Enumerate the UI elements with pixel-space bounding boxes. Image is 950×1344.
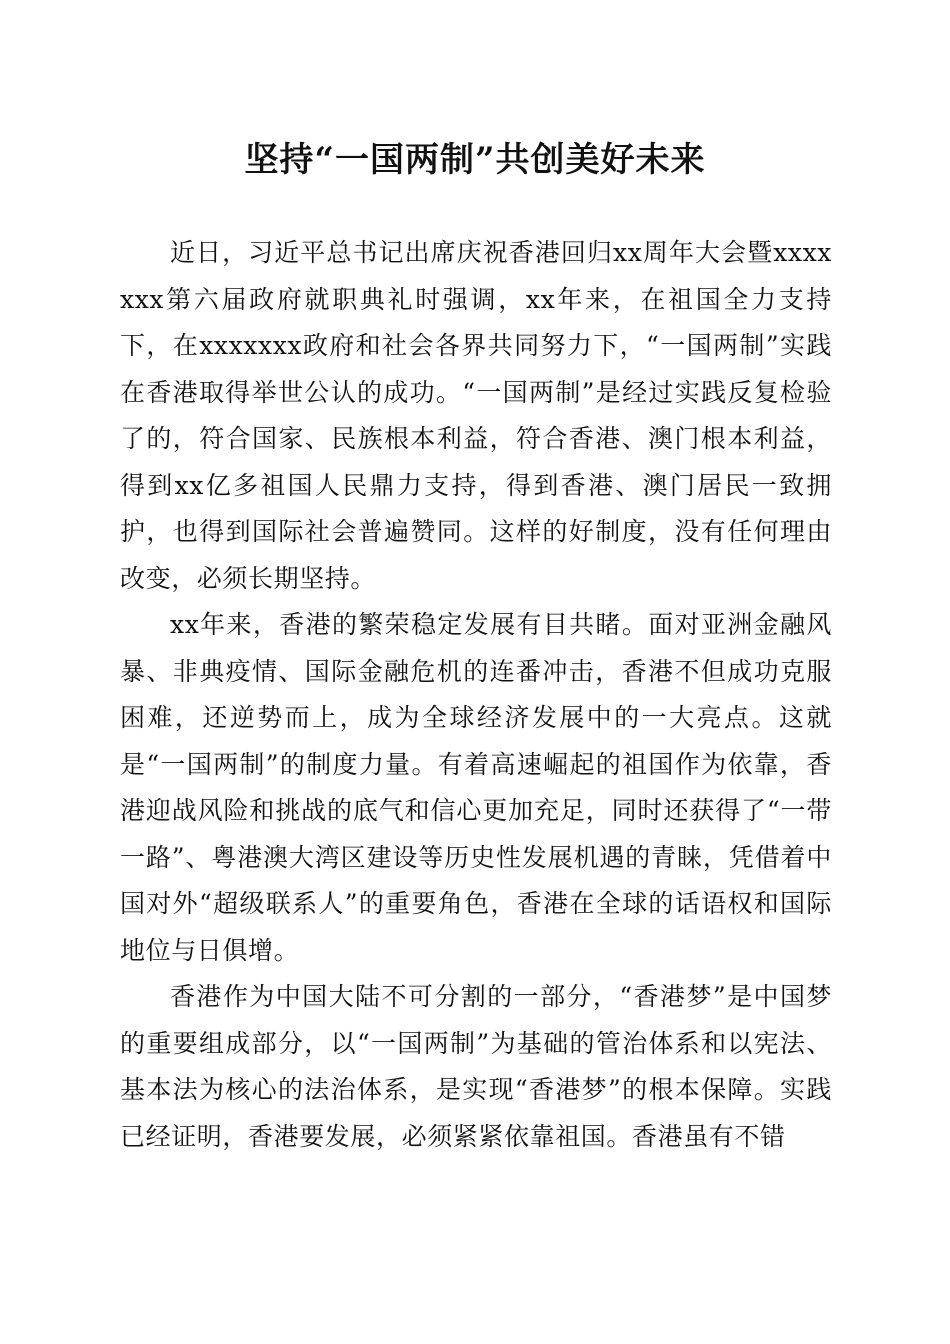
- document-body: [120, 230, 832, 1160]
- paragraph-3: 香港作为中国大陆不可分割的一部分，“香港梦”是中国梦的重要组成部分，以“一国两制”为基础的管治体系和以宪法、基本法为核心的法治体系，是实现“香港梦”的根本保障。实践已经证明，香港要发展，必须紧紧依靠祖国。香港虽有不错: [120, 982, 832, 1151]
- paragraph-2: xx年来，香港的繁荣稳定发展有目共睹。面对亚洲金融风暴、非典疫情、国际金融危机的连番冲击，香港不但成功克服困难，还逆势而上，成为全球经济发展中的一大亮点。这就是“一国两制”的制度力量。有着高速崛起的祖国作为依靠，香港迎战风险和挑战的底气和信心更加充足，同时还获得了“一带一路”、粤港澳大湾区建设等历史性发展机遇的青睐，凭借着中国对外“超级联系人”的重要角色，香港在全球的话语权和国际地位与日俱增。: [120, 610, 832, 965]
- paragraph-1: 近日，习近平总书记出席庆祝香港回归xx周年大会暨xxxxxxx第六届政府就职典礼时强调，xx年来，在祖国全力支持下，在xxxxxxx政府和社会各界共同努力下，“一国两制”实践在香港取得举世公认的成功。“一国两制”是经过实践反复检验了的，符合国家、民族根本利益，符合香港、澳门根本利益，得到xx亿多祖国人民鼎力支持，得到香港、澳门居民一致拥护，也得到国际社会普遍赞同。这样的好制度，没有任何理由改变，必须长期坚持。: [120, 238, 832, 593]
- document-title: 坚持“一国两制”共创美好未来: [244, 140, 706, 180]
